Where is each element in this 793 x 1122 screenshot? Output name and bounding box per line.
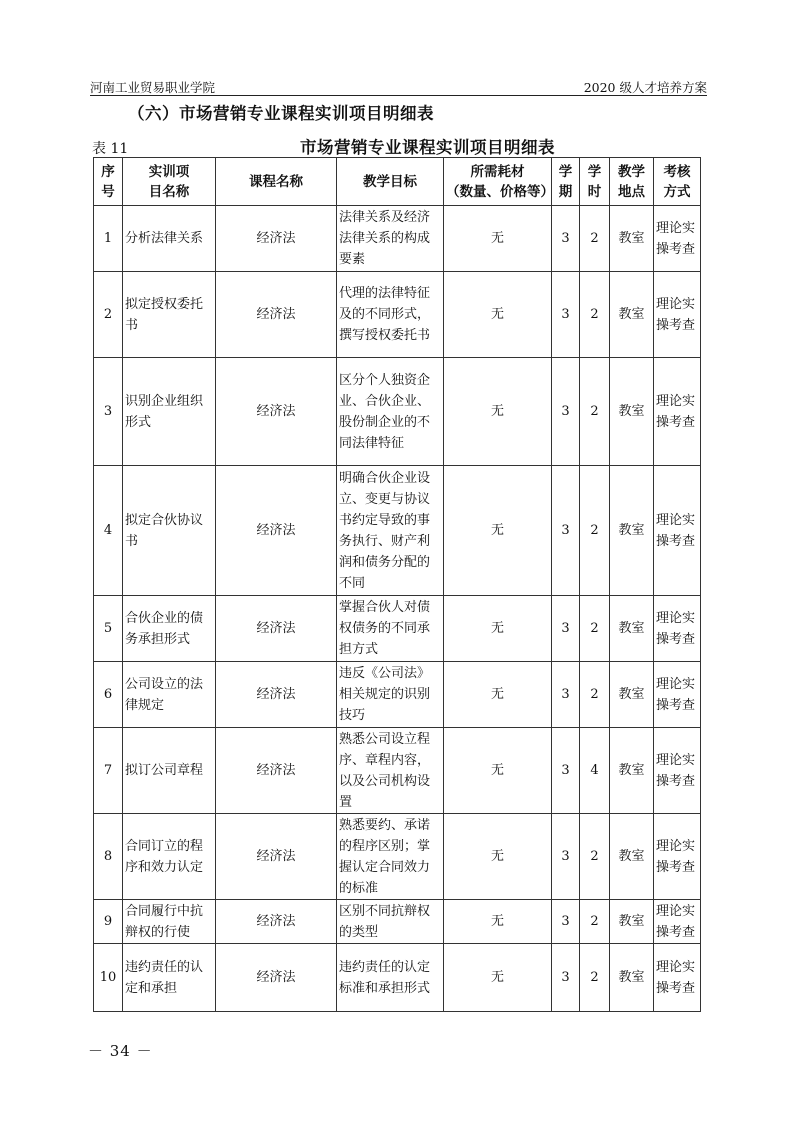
table-row bbox=[94, 814, 701, 900]
teaching-goal: 明确合伙企业设立、变更与协议书约定导致的事务执行、财产利润和债务分配的不同 bbox=[337, 466, 444, 596]
hours: 2 bbox=[580, 466, 610, 596]
column-header: 教学目标 bbox=[337, 158, 444, 206]
assessment: 理论实操考查 bbox=[654, 662, 701, 728]
term: 3 bbox=[552, 900, 580, 944]
location: 教室 bbox=[610, 466, 654, 596]
hours: 2 bbox=[580, 358, 610, 466]
table-row bbox=[94, 900, 701, 944]
project-name: 合同履行中抗辩权的行使 bbox=[123, 900, 216, 944]
teaching-goal: 熟悉要约、承诺的程序区别；掌握认定合同效力的标准 bbox=[337, 814, 444, 900]
row-number: 10 bbox=[94, 944, 123, 1012]
term: 3 bbox=[552, 466, 580, 596]
materials: 无 bbox=[444, 272, 552, 358]
materials: 无 bbox=[444, 944, 552, 1012]
project-name: 合同订立的程序和效力认定 bbox=[123, 814, 216, 900]
teaching-goal: 违约责任的认定标准和承担形式 bbox=[337, 944, 444, 1012]
table-row bbox=[94, 466, 701, 596]
page-number: － 34 － bbox=[88, 1042, 153, 1060]
assessment: 理论实操考查 bbox=[654, 466, 701, 596]
column-header: 序 号 bbox=[94, 158, 123, 206]
term: 3 bbox=[552, 596, 580, 662]
assessment: 理论实操考查 bbox=[654, 358, 701, 466]
course-name: 经济法 bbox=[216, 358, 337, 466]
materials: 无 bbox=[444, 814, 552, 900]
table-title: 市场营销专业课程实训项目明细表 bbox=[300, 138, 555, 157]
course-name: 经济法 bbox=[216, 272, 337, 358]
teaching-goal: 区分个人独资企业、合伙企业、股份制企业的不同法律特征 bbox=[337, 358, 444, 466]
project-name: 拟定授权委托书 bbox=[123, 272, 216, 358]
assessment: 理论实操考查 bbox=[654, 728, 701, 814]
course-name: 经济法 bbox=[216, 206, 337, 272]
assessment: 理论实操考查 bbox=[654, 596, 701, 662]
table-row bbox=[94, 662, 701, 728]
row-number: 6 bbox=[94, 662, 123, 728]
hours: 4 bbox=[580, 728, 610, 814]
table-row bbox=[94, 728, 701, 814]
course-name: 经济法 bbox=[216, 728, 337, 814]
table-row bbox=[94, 596, 701, 662]
materials: 无 bbox=[444, 358, 552, 466]
page-header bbox=[90, 74, 707, 94]
term: 3 bbox=[552, 272, 580, 358]
column-header: 学 时 bbox=[580, 158, 610, 206]
hours: 2 bbox=[580, 944, 610, 1012]
teaching-goal: 熟悉公司设立程序、章程内容，以及公司机构设置 bbox=[337, 728, 444, 814]
location: 教室 bbox=[610, 206, 654, 272]
hours: 2 bbox=[580, 272, 610, 358]
term: 3 bbox=[552, 728, 580, 814]
assessment: 理论实操考查 bbox=[654, 272, 701, 358]
hours: 2 bbox=[580, 662, 610, 728]
assessment: 理论实操考查 bbox=[654, 900, 701, 944]
row-number: 1 bbox=[94, 206, 123, 272]
row-number: 3 bbox=[94, 358, 123, 466]
materials: 无 bbox=[444, 728, 552, 814]
row-number: 5 bbox=[94, 596, 123, 662]
location: 教室 bbox=[610, 728, 654, 814]
row-number: 9 bbox=[94, 900, 123, 944]
teaching-goal: 掌握合伙人对债权债务的不同承担方式 bbox=[337, 596, 444, 662]
course-name: 经济法 bbox=[216, 900, 337, 944]
row-number: 4 bbox=[94, 466, 123, 596]
hours: 2 bbox=[580, 814, 610, 900]
hours: 2 bbox=[580, 596, 610, 662]
assessment: 理论实操考查 bbox=[654, 814, 701, 900]
location: 教室 bbox=[610, 814, 654, 900]
location: 教室 bbox=[610, 358, 654, 466]
term: 3 bbox=[552, 814, 580, 900]
assessment: 理论实操考查 bbox=[654, 206, 701, 272]
teaching-goal: 代理的法律特征及的不同形式，撰写授权委托书 bbox=[337, 272, 444, 358]
row-number: 7 bbox=[94, 728, 123, 814]
column-header: 学 期 bbox=[552, 158, 580, 206]
plan-title: 2020 级人才培养方案 bbox=[583, 80, 707, 95]
table-header-row bbox=[94, 158, 701, 206]
assessment: 理论实操考查 bbox=[654, 944, 701, 1012]
table-row bbox=[94, 206, 701, 272]
column-header: 所需耗材 （数量、价格等） bbox=[444, 158, 552, 206]
project-name: 拟定合伙协议书 bbox=[123, 466, 216, 596]
row-number: 2 bbox=[94, 272, 123, 358]
location: 教室 bbox=[610, 900, 654, 944]
materials: 无 bbox=[444, 596, 552, 662]
course-name: 经济法 bbox=[216, 596, 337, 662]
row-number: 8 bbox=[94, 814, 123, 900]
table-row bbox=[94, 358, 701, 466]
teaching-goal: 区别不同抗辩权的类型 bbox=[337, 900, 444, 944]
hours: 2 bbox=[580, 900, 610, 944]
hours: 2 bbox=[580, 206, 610, 272]
project-name: 公司设立的法律规定 bbox=[123, 662, 216, 728]
table-row bbox=[94, 944, 701, 1012]
term: 3 bbox=[552, 944, 580, 1012]
materials: 无 bbox=[444, 466, 552, 596]
header-divider bbox=[90, 95, 707, 96]
teaching-goal: 违反《公司法》相关规定的识别技巧 bbox=[337, 662, 444, 728]
term: 3 bbox=[552, 206, 580, 272]
project-name: 拟订公司章程 bbox=[123, 728, 216, 814]
course-name: 经济法 bbox=[216, 944, 337, 1012]
school-name: 河南工业贸易职业学院 bbox=[90, 80, 216, 95]
project-name: 识别企业组织形式 bbox=[123, 358, 216, 466]
project-name: 违约责任的认定和承担 bbox=[123, 944, 216, 1012]
location: 教室 bbox=[610, 662, 654, 728]
column-header: 考核 方式 bbox=[654, 158, 701, 206]
project-name: 分析法律关系 bbox=[123, 206, 216, 272]
location: 教室 bbox=[610, 272, 654, 358]
teaching-goal: 法律关系及经济法律关系的构成要素 bbox=[337, 206, 444, 272]
training-project-table bbox=[93, 157, 701, 1012]
course-name: 经济法 bbox=[216, 466, 337, 596]
location: 教室 bbox=[610, 944, 654, 1012]
course-name: 经济法 bbox=[216, 662, 337, 728]
column-header: 课程名称 bbox=[216, 158, 337, 206]
term: 3 bbox=[552, 358, 580, 466]
table-label: 表 11 bbox=[92, 141, 129, 157]
materials: 无 bbox=[444, 662, 552, 728]
project-name: 合伙企业的债务承担形式 bbox=[123, 596, 216, 662]
column-header: 教学 地点 bbox=[610, 158, 654, 206]
term: 3 bbox=[552, 662, 580, 728]
section-title: （六）市场营销专业课程实训项目明细表 bbox=[128, 104, 434, 123]
materials: 无 bbox=[444, 206, 552, 272]
materials: 无 bbox=[444, 900, 552, 944]
column-header: 实训项 目名称 bbox=[123, 158, 216, 206]
location: 教室 bbox=[610, 596, 654, 662]
course-name: 经济法 bbox=[216, 814, 337, 900]
table-row bbox=[94, 272, 701, 358]
